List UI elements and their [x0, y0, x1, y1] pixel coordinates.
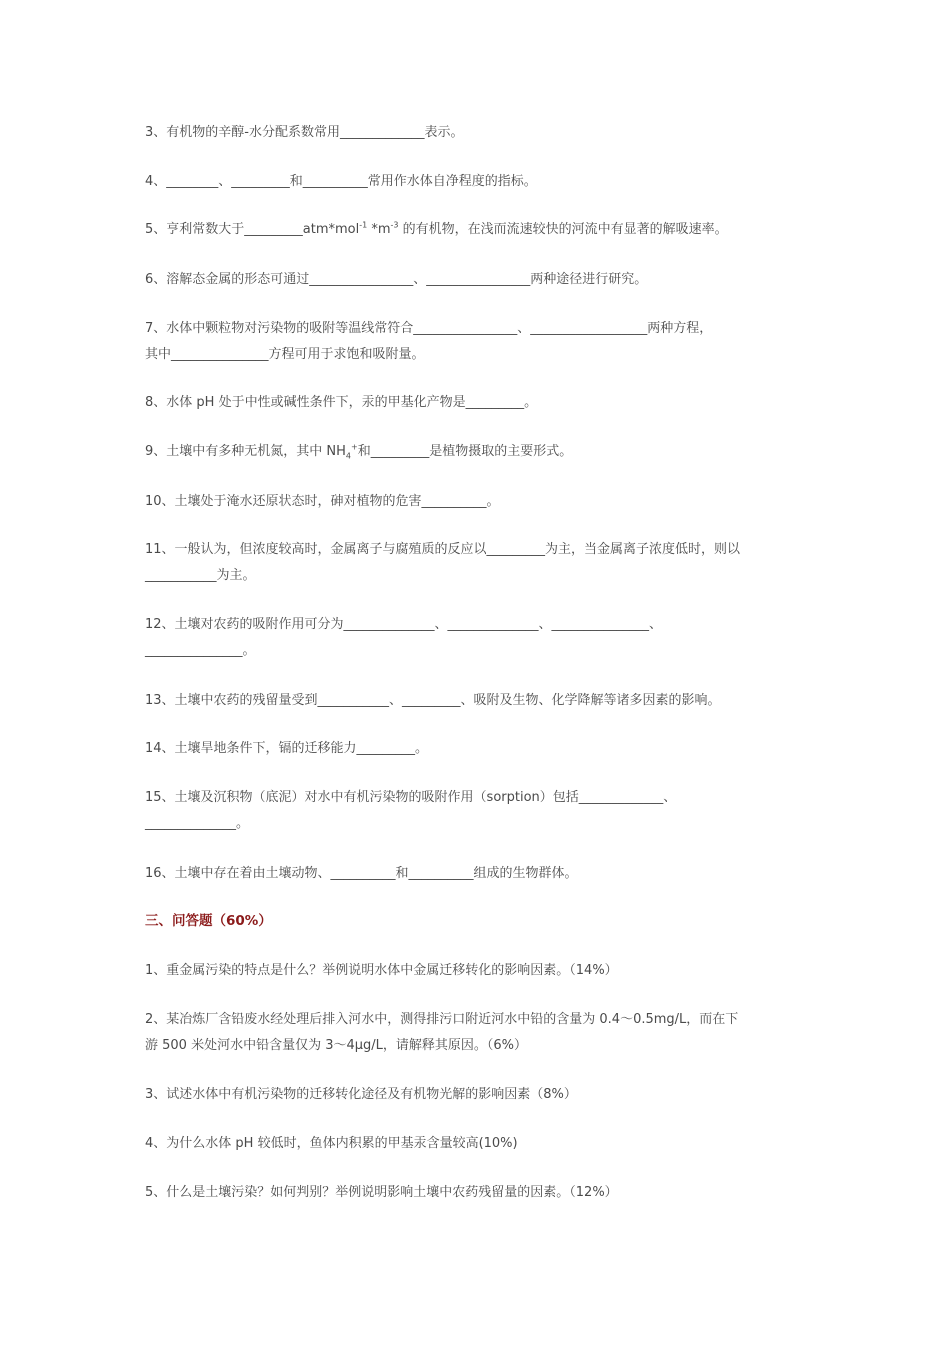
question-14: 14、土壤旱地条件下，镉的迁移能力_________。: [145, 741, 429, 756]
question-10: 10、土壤处于淹水还原状态时，砷对植物的危害__________。: [145, 494, 500, 509]
question-5: 5、亨利常数大于_________atm*mol$^{-1}$ $*m^{-3}$ 的有机物，在浅而流速较快的河流中有显著的解吸速率。: [145, 220, 728, 237]
essay-question-2: 2、某冶炼厂含铅废水经处理后排入河水中，测得排污口附近河水中铅的含量为 0.4～0.5mg/L，而在下 游 500 米处河水中铅含量仅为 3～4μg/L，请解释其原因。（6%）: [145, 1012, 739, 1053]
essay-question-4: 4、为什么水体 pH 较低时，鱼体内积累的甲基汞含量较高(10%): [145, 1136, 518, 1151]
question-9: 9、土壤中有多种无机氮，其中 $NH_4^+$和_________是植物摄取的主要形式。: [145, 442, 573, 461]
question-7: 7、水体中颗粒物对污染物的吸附等温线常符合________________、__________________两种方程， 其中_______________方程可用于求饱和吸附量。: [145, 321, 713, 362]
question-8: 8、水体 pH 处于中性或碱性条件下，汞的甲基化产物是_________。: [145, 395, 538, 410]
question-4: 4、________、_________和__________常用作水体自净程度的指标。: [145, 174, 537, 189]
question-16: 16、土壤中存在着由土壤动物、__________和__________组成的生物群体。: [145, 866, 578, 881]
essay-question-3: 3、试述水体中有机污染物的迁移转化途径及有机物光解的影响因素（8%）: [145, 1087, 577, 1102]
section-heading: 三、问答题（60%）: [145, 913, 272, 929]
essay-question-5: 5、什么是土壤污染？如何判别？举例说明影响土壤中农药残留量的因素。（12%）: [145, 1185, 618, 1200]
question-3: 3、有机物的辛醇-水分配系数常用_____________表示。: [145, 125, 464, 140]
question-6: 6、溶解态金属的形态可通过________________、________________两种途径进行研究。: [145, 272, 648, 287]
question-15: 15、土壤及沉积物（底泥）对水中有机污染物的吸附作用（sorption）包括_____________、 ______________。: [145, 790, 677, 831]
question-13: 13、土壤中农药的残留量受到___________、_________、吸附及生物、化学降解等诸多因素的影响。: [145, 693, 721, 708]
question-12: 12、土壤对农药的吸附作用可分为______________、______________、_______________、 _______________。: [145, 617, 663, 658]
question-11: 11、一般认为，但浓度较高时，金属离子与腐殖质的反应以_________为主，当金属离子浓度低时，则以 ___________为主。: [145, 542, 741, 583]
essay-question-1: 1、重金属污染的特点是什么？举例说明水体中金属迁移转化的影响因素。（14%）: [145, 963, 618, 978]
